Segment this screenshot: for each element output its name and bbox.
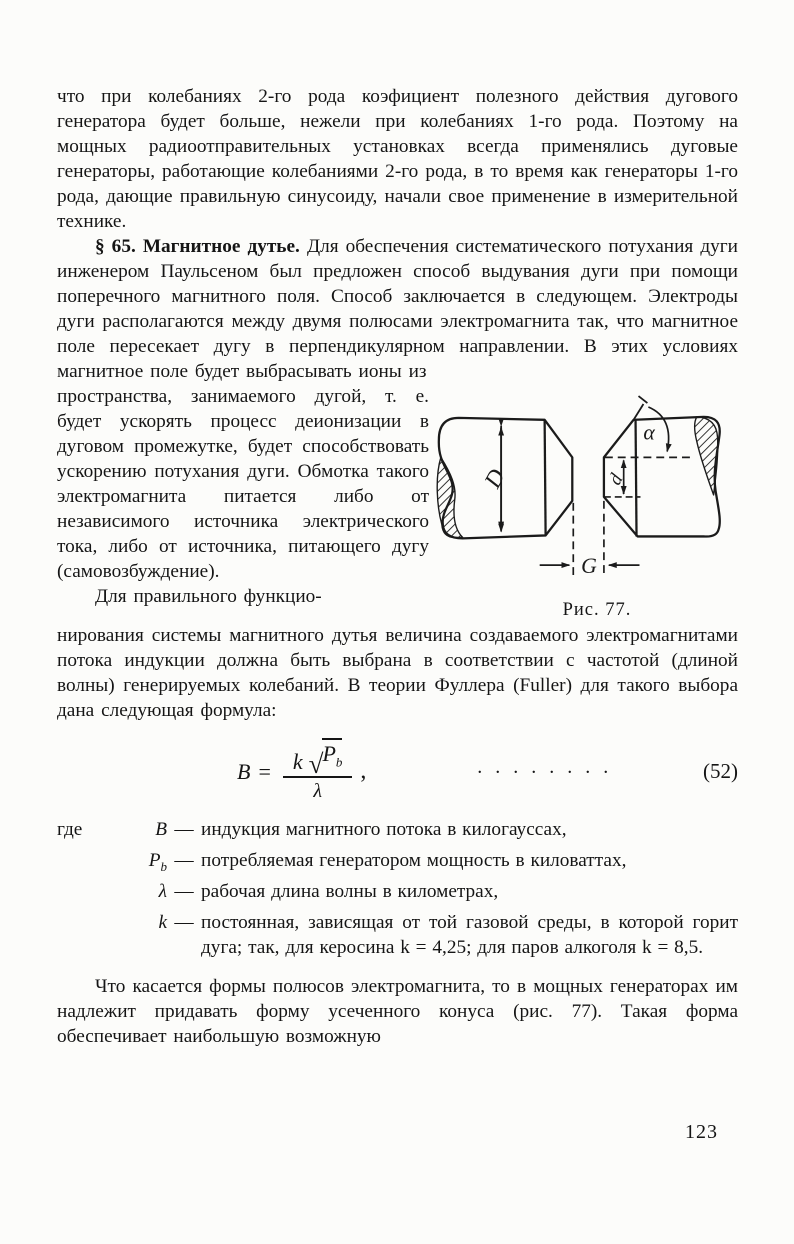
- label-d: d: [604, 470, 628, 489]
- radical-sign: √: [308, 749, 324, 780]
- where-items: [115, 817, 738, 960]
- desc-Pb: потребляемая генератором мощность в киловаттах,: [201, 849, 627, 871]
- figure-77-diagram: [429, 390, 765, 588]
- paragraph-fuller-rest: нирования системы магнитного дутья величина создаваемого электромагнитами потока индукции должна быть выбрана в соответствии с частотой (длиной волны) генерируемых колебаний. В теории Фуллера (Fuller) для такого выбора дана следующая формула:: [57, 625, 738, 721]
- fraction-numerator: [283, 738, 353, 778]
- section-heading: § 65. Магнитное дутье.: [95, 236, 300, 257]
- paragraph-oscillations: что при колебаниях 2-го рода коэфициент полезного действия дугового генератора будет больше, нежели при колебаниях 1-го рода. Поэтому на мощных радиоотправительных установках всегда применялись дуговые генераторы, работающие колебаниями 2-го рода, в то время как генераторы 1-го рода, дающие правильную синусоиду, начали свое применение в измерительной технике.: [57, 86, 738, 232]
- term-dash: —: [174, 849, 194, 871]
- where-list: [57, 817, 738, 960]
- where-item-Pb: $P_b$ — потребляемая генератором мощность в киловаттах,: [115, 848, 738, 879]
- label-alpha: α: [643, 420, 655, 445]
- desc-k: постоянная, зависящая от той газовой среды, в которой горит дуга; так, для керосина k = 4,25; для паров алкоголя k = 8,5.: [201, 911, 738, 958]
- term-dash: —: [174, 819, 194, 840]
- equation-dot-leader: . . . . . . . .: [477, 755, 613, 778]
- equation-comma: ,: [360, 757, 367, 784]
- narrow-text-column: [57, 384, 429, 623]
- equation-lhs: B: [237, 758, 251, 784]
- term-lambda: λ: [158, 880, 167, 902]
- figure-text-row: [57, 384, 738, 623]
- equation-52: [57, 739, 738, 803]
- paragraph-fuller-first-line: Для правильного функцио-: [95, 586, 322, 607]
- term-B: B: [155, 819, 167, 840]
- figure-77: [429, 390, 765, 623]
- equation-equals: =: [258, 758, 271, 784]
- paragraph-pole-shape: Что касается формы полюсов электромагнита, то в мощных генераторах им надлежит придавать форму усеченного конуса (рис. 77). Такая форма обеспечивает наибольшую возможную: [57, 975, 738, 1047]
- coef-k: k: [292, 749, 303, 775]
- page-number: 123: [685, 1121, 718, 1143]
- dimension-D: [479, 426, 510, 532]
- dimension-G: [540, 501, 640, 578]
- desc-B: индукция магнитного потока в килогауссах,: [201, 819, 567, 840]
- where-label: где: [57, 819, 83, 840]
- paragraph-section-65: [57, 234, 738, 384]
- term-dash: —: [174, 911, 194, 933]
- right-break-hatch: [695, 417, 718, 495]
- equation-number: (52): [703, 758, 738, 783]
- label-G: G: [581, 554, 597, 578]
- radicand-sub-b: b: [335, 754, 343, 770]
- where-item-B: [115, 817, 738, 848]
- radicand: [322, 738, 342, 774]
- label-D: D: [479, 465, 511, 493]
- left-break-hatch: [437, 457, 462, 537]
- term-dash: —: [174, 880, 194, 902]
- where-item-k: [115, 910, 738, 960]
- fraction-denominator: λ: [313, 780, 322, 803]
- paragraph-narrow: пространства, занимаемого дугой, т. е. будет ускорять процесс деионизации в дуговом промежутке, будет способствовать ускорению потухания дуги. Обмотка такого электромагнита питается либо от независимого источника электрического тока, либо от источника, питающего дугу (самовозбуждение).: [57, 386, 429, 582]
- term-P: P: [148, 849, 161, 871]
- figure-column: [429, 384, 751, 623]
- where-item-lambda: [115, 879, 738, 910]
- section-body: Для обеспечения систематического потухания дуги инженером Паульсеном был предложен способ выдувания дуги при помощи поперечного магнитного поля. Способ заключается в следующем. Электроды дуги располагаются между двумя полюсами электромагнита так, что магнитное поле пересекает дугу в перпендикулярном направлении. В этих условиях магнитное поле будет выбрасывать ионы из: [57, 236, 738, 382]
- equation-fraction: [283, 738, 353, 804]
- term-k: k: [158, 911, 167, 933]
- equation-body: [237, 738, 366, 804]
- desc-lambda: рабочая длина волны в километрах,: [201, 880, 499, 902]
- figure-caption: Рис. 77.: [562, 600, 632, 620]
- radicand-P: P: [322, 740, 336, 766]
- dimension-alpha: [605, 407, 692, 457]
